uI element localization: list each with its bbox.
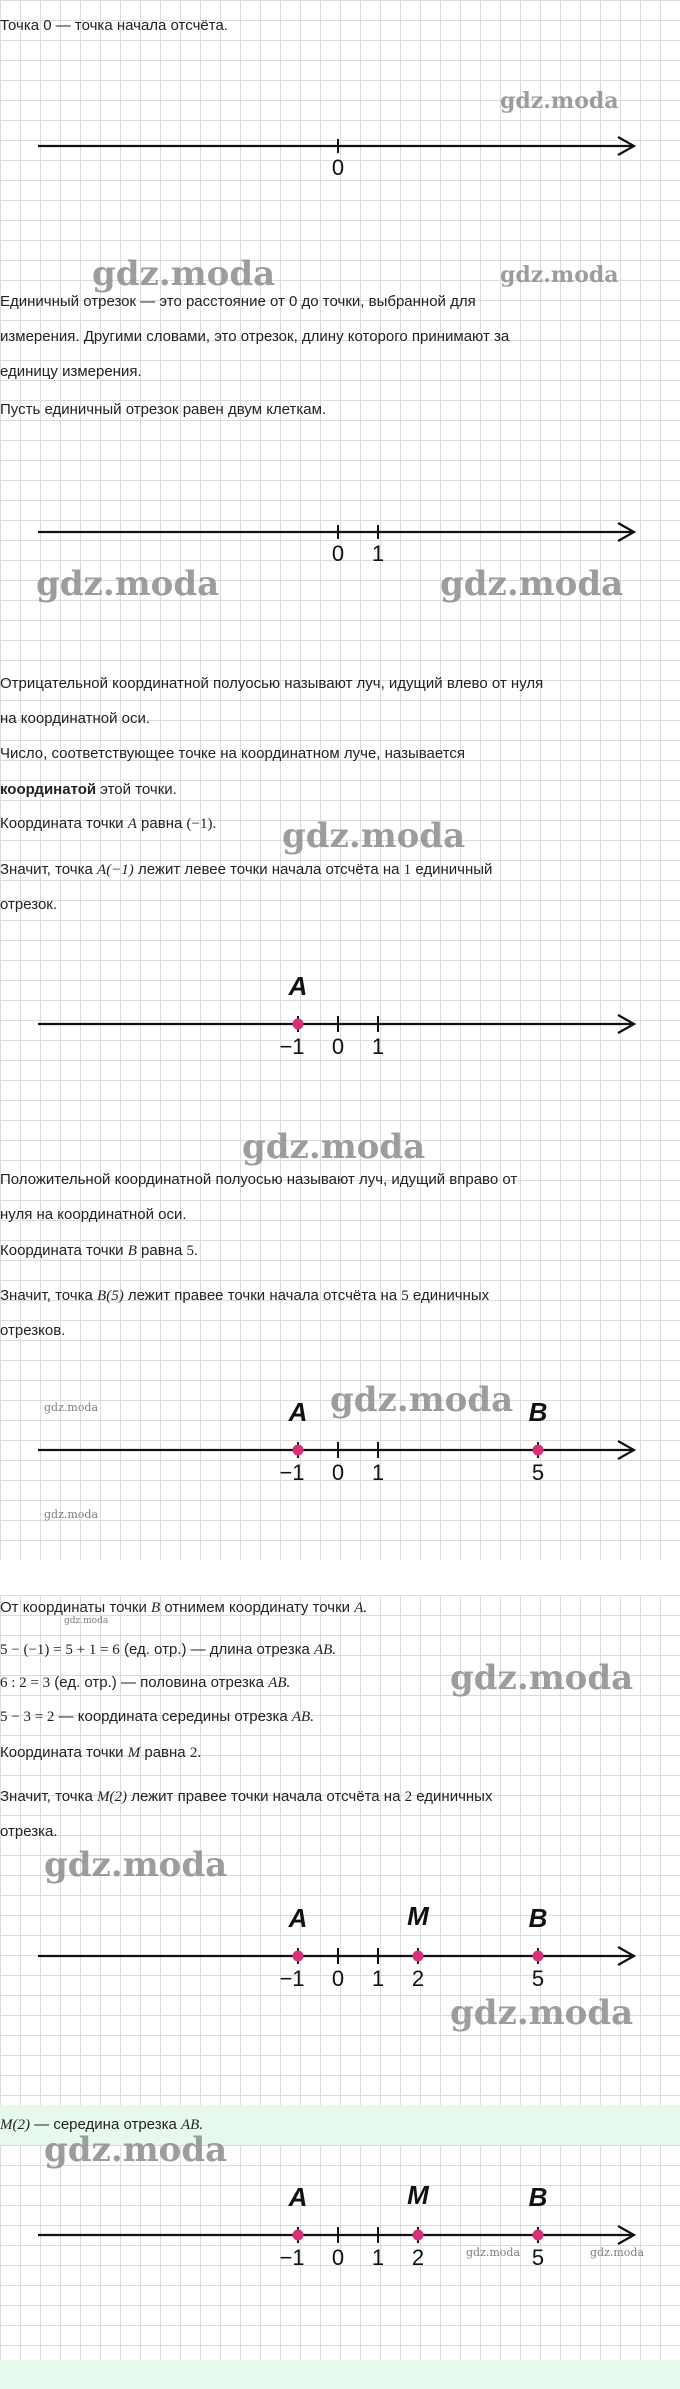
text-coord-m <box>0 1743 660 1763</box>
point-b-marker <box>533 1445 544 1456</box>
inline-text: AB. <box>291 1709 314 1725</box>
text-b-right-1 <box>0 1286 660 1306</box>
tick-label-five: 5 <box>531 1966 545 1991</box>
tick-label-two: 2 <box>411 1966 425 1991</box>
watermark-logo: gdz.moda <box>44 2130 228 2170</box>
point-a-marker <box>293 2230 304 2241</box>
tick-label-zero: 0 <box>331 2245 345 2270</box>
tick-label-zero: 0 <box>331 1966 345 1991</box>
watermark-logo: gdz.moda <box>242 1127 426 1167</box>
text-coordinate-def: Число, соответствующее точке на координатном луче, называется <box>0 745 466 762</box>
bold-coordinate: координатой <box>0 781 97 798</box>
tick-label-one: 1 <box>371 2245 385 2270</box>
inline-text: (ед. отр.) — длина отрезка <box>119 1641 314 1658</box>
inline-text: отнимем координату точки <box>160 1599 355 1616</box>
text-b-right-2: отрезков. <box>0 1322 66 1339</box>
text-a-left-1 <box>0 860 660 880</box>
inline-text: единичных <box>408 1287 490 1304</box>
text-length-ab <box>0 1640 660 1660</box>
tick-label-zero: 0 <box>331 1460 345 1485</box>
inline-text: Значит, точка <box>0 861 98 878</box>
text-origin-point: Точка 0 — точка начала отсчёта. <box>0 17 228 34</box>
inline-text: 2. <box>189 1745 202 1761</box>
inline-text: — середина отрезка <box>30 2116 181 2133</box>
text-m-right-2: отрезка. <box>0 1823 58 1840</box>
inline-text: лежит левее точки начала отсчёта на <box>133 861 404 878</box>
text-unit-segment-1: Единичный отрезок — это расстояние от 0 до точки, выбранной для <box>0 293 476 310</box>
watermark-logo: gdz.moda <box>282 816 466 856</box>
tick-label-one: 1 <box>371 1460 385 1485</box>
tick-label-one: 1 <box>371 1966 385 1991</box>
inline-text: 6 : 2 = 3 <box>0 1675 51 1691</box>
text-coord-b <box>0 1241 660 1261</box>
inline-text: A(−1) <box>97 862 134 878</box>
tick-label-five: 5 <box>531 1460 545 1485</box>
point-label-a: A <box>288 2182 308 2212</box>
watermark-logo: gdz.moda <box>450 1993 634 2033</box>
inline-text: лежит правее точки начала отсчёта на <box>127 1788 405 1805</box>
text-mid-coord <box>0 1707 660 1727</box>
text-coordinate-word <box>0 780 660 800</box>
text-m-right-1 <box>0 1787 660 1807</box>
tick-label-zero: 0 <box>331 541 345 566</box>
point-label-a: A <box>288 971 308 1001</box>
number-line-1 <box>0 120 680 190</box>
tick-label-minus-one: −1 <box>279 1034 305 1059</box>
inline-text: 2 <box>404 1789 413 1805</box>
point-a-marker <box>293 1951 304 1962</box>
inline-text: AB. <box>313 1642 337 1658</box>
point-m-marker <box>413 1951 424 1962</box>
tick-label-five: 5 <box>531 2245 545 2270</box>
watermark-logo: gdz.moda <box>330 1380 514 1420</box>
inline-text: равна <box>136 1242 187 1259</box>
watermark-logo: gdz.moda <box>44 1401 99 1414</box>
tick-label-one: 1 <box>371 541 385 566</box>
inline-text: От координаты точки <box>0 1599 152 1616</box>
inline-text: Координата точки <box>0 1242 128 1259</box>
watermark-logo: gdz.moda <box>500 88 619 114</box>
inline-text: A <box>127 816 137 832</box>
inline-text: единичных <box>412 1788 493 1805</box>
inline-text: A. <box>354 1600 368 1616</box>
watermark-logo: gdz.moda <box>500 262 619 288</box>
inline-text: 1 <box>403 862 412 878</box>
watermark-logo: gdz.moda <box>92 254 276 294</box>
inline-text: AB. <box>180 2117 204 2133</box>
inline-text: — координата середины отрезка <box>54 1708 292 1725</box>
number-line-5 <box>0 1896 680 1996</box>
inline-text: Значит, точка <box>0 1287 98 1304</box>
point-label-a: A <box>288 1397 308 1427</box>
inline-text: (ед. отр.) — половина отрезка <box>50 1674 269 1691</box>
text-subtract <box>0 1598 660 1618</box>
tick-label-two: 2 <box>411 2245 425 2270</box>
tick-label-zero: 0 <box>331 1034 345 1059</box>
inline-text: лежит правее точки начала отсчёта на <box>123 1287 402 1304</box>
bottom-band <box>0 2360 680 2389</box>
text-unit-segment-2: измерения. Другими словами, это отрезок, длину которого принимают за <box>0 328 510 345</box>
inline-text: B <box>127 1243 137 1259</box>
inline-text: AB. <box>268 1675 291 1691</box>
text-unit-segment-3: единицу измерения. <box>0 363 142 380</box>
watermark-logo: gdz.moda <box>450 1658 634 1698</box>
watermark-logo: gdz.moda <box>440 564 624 604</box>
point-a-marker <box>293 1445 304 1456</box>
text-of-point: этой точки. <box>96 781 177 798</box>
text-negative-halfaxis-1: Отрицательной координатной полуосью называют луч, идущий влево от нуля <box>0 675 544 692</box>
tick-label-minus-one: −1 <box>279 1460 305 1485</box>
watermark-logo: gdz.moda <box>466 2246 521 2259</box>
text-two-cells: Пусть единичный отрезок равен двум клеткам. <box>0 401 327 418</box>
inline-text: M(2) <box>97 1789 128 1805</box>
inline-text: M(2) <box>0 2117 30 2133</box>
inline-text: Значит, точка <box>0 1788 98 1805</box>
inline-text: B(5) <box>97 1288 124 1304</box>
text-a-left-2: отрезок. <box>0 896 58 913</box>
watermark-logo: gdz.moda <box>36 564 220 604</box>
point-label-m: M <box>407 2180 429 2210</box>
point-label-m: M <box>407 1901 429 1931</box>
point-m-marker <box>413 2230 424 2241</box>
text-positive-halfaxis-2: нуля на координатной оси. <box>0 1206 187 1223</box>
watermark-logo: gdz.moda <box>44 1845 228 1885</box>
inline-text: единичный <box>411 861 493 878</box>
watermark-logo: gdz.moda <box>44 1508 99 1521</box>
point-label-b: B <box>528 1397 548 1427</box>
text-positive-halfaxis-1: Положительной координатной полуосью называют луч, идущий вправо от <box>0 1171 518 1188</box>
inline-text: равна <box>136 815 187 832</box>
point-b-marker <box>533 1951 544 1962</box>
inline-text: Координата точки <box>0 1744 128 1761</box>
inline-text: равна <box>140 1744 190 1761</box>
tick-label-zero: 0 <box>331 155 345 180</box>
tick-label-one: 1 <box>371 1034 385 1059</box>
point-label-b: B <box>528 1903 548 1933</box>
inline-text: Координата точки <box>0 815 128 832</box>
point-b-marker <box>533 2230 544 2241</box>
inline-text: 5. <box>186 1243 198 1259</box>
inline-text: B <box>151 1600 161 1616</box>
watermark-logo: gdz.moda <box>64 1616 109 1626</box>
inline-text: 5 − 3 = 2 <box>0 1709 55 1725</box>
point-a-marker <box>293 1019 304 1030</box>
text-negative-halfaxis-2: на координатной оси. <box>0 710 151 727</box>
inline-text: (−1). <box>186 816 217 832</box>
watermark-logo: gdz.moda <box>590 2246 645 2259</box>
inline-text: 5 <box>401 1288 409 1304</box>
tick-label-minus-one: −1 <box>279 2245 305 2270</box>
number-line-3 <box>0 964 680 1064</box>
inline-text: 5 − (−1) = 5 + 1 = 6 <box>0 1642 120 1658</box>
point-label-b: B <box>528 2182 548 2212</box>
number-line-6 <box>0 2175 680 2275</box>
point-label-a: A <box>288 1903 308 1933</box>
inline-text: M <box>127 1745 141 1761</box>
tick-label-minus-one: −1 <box>279 1966 305 1991</box>
